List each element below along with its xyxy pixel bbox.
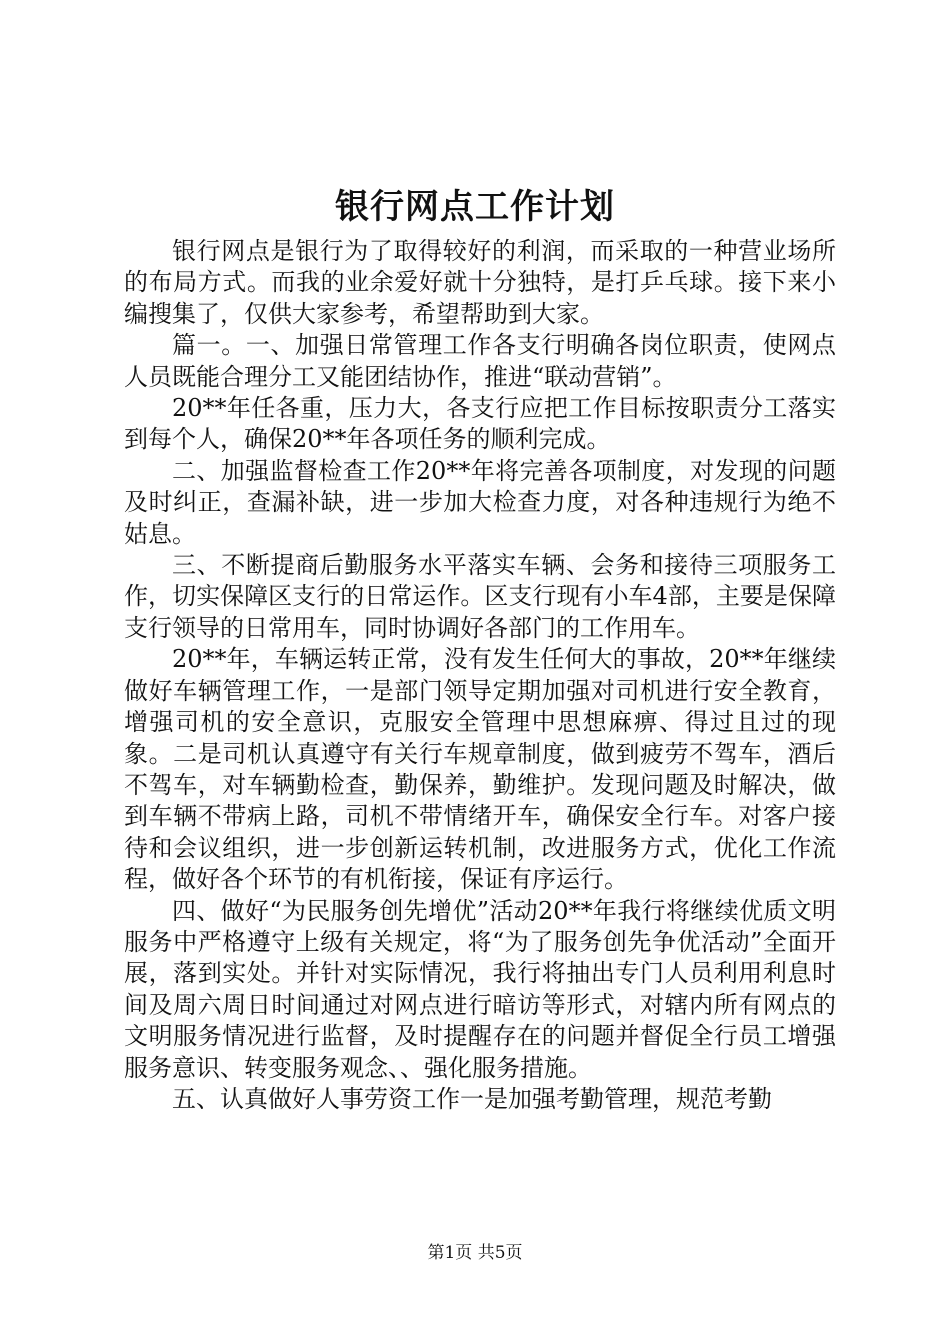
paragraph: 三、不断提商后勤服务水平落实车辆、会务和接待三项服务工作，切实保障区支行的日常运作。区支行现有小车4部，主要是保障支行领导的日常用车，同时协调好各部门的工作用车。 xyxy=(124,551,836,642)
document-body xyxy=(124,236,836,1115)
paragraph: 20**年任各重，压力大，各支行应把工作目标按职责分工落实到每个人，确保20**年各项任务的顺利完成。 xyxy=(124,394,836,454)
paragraph: 20**年，车辆运转正常，没有发生任何大的事故，20**年继续做好车辆管理工作，一是部门领导定期加强对司机进行安全教育，增强司机的安全意识，克服安全管理中思想麻痹、得过且过的现象。二是司机认真遵守有关行车规章制度，做到疲劳不驾车，酒后不驾车，对车辆勤检查，勤保养，勤维护。发现问题及时解决，做到车辆不带病上路，司机不带情绪开车，确保安全行车。对客户接待和会议组织，进一步创新运转机制，改进服务方式，优化工作流程，做好各个环节的有机衔接，保证有序运行。 xyxy=(124,645,836,894)
paragraph: 银行网点是银行为了取得较好的利润，而采取的一种营业场所的布局方式。而我的业余爱好就十分独特，是打乒乓球。接下来小编搜集了，仅供大家参考，希望帮助到大家。 xyxy=(124,237,836,328)
document-title: 银行网点工作计划 xyxy=(335,187,615,227)
paragraph: 五、认真做好人事劳资工作一是加强考勤管理，规范考勤 xyxy=(172,1084,772,1113)
paragraph: 四、做好“为民服务创先增优”活动20**年我行将继续优质文明服务中严格遵守上级有关规定，将“为了服务创先争优活动”全面开展，落到实处。并针对实际情况，我行将抽出专门人员利用利息时间及周六周日时间通过对网点进行暗访等形式，对辖内所有网点的文明服务情况进行监督，及时提醒存在的问题并督促全行员工增强服务意识、转变服务观念、、强化服务措施。 xyxy=(124,896,836,1082)
paragraph: 篇一。一、加强日常管理工作各支行明确各岗位职责，使网点人员既能合理分工又能团结协作，推进“联动营销”。 xyxy=(124,331,836,391)
page-number-footer: 第1页 共5页 xyxy=(427,1243,523,1263)
paragraph: 二、加强监督检查工作20**年将完善各项制度，对发现的问题及时纠正，查漏补缺，进一步加大检查力度，对各种违规行为绝不姑息。 xyxy=(124,456,836,548)
